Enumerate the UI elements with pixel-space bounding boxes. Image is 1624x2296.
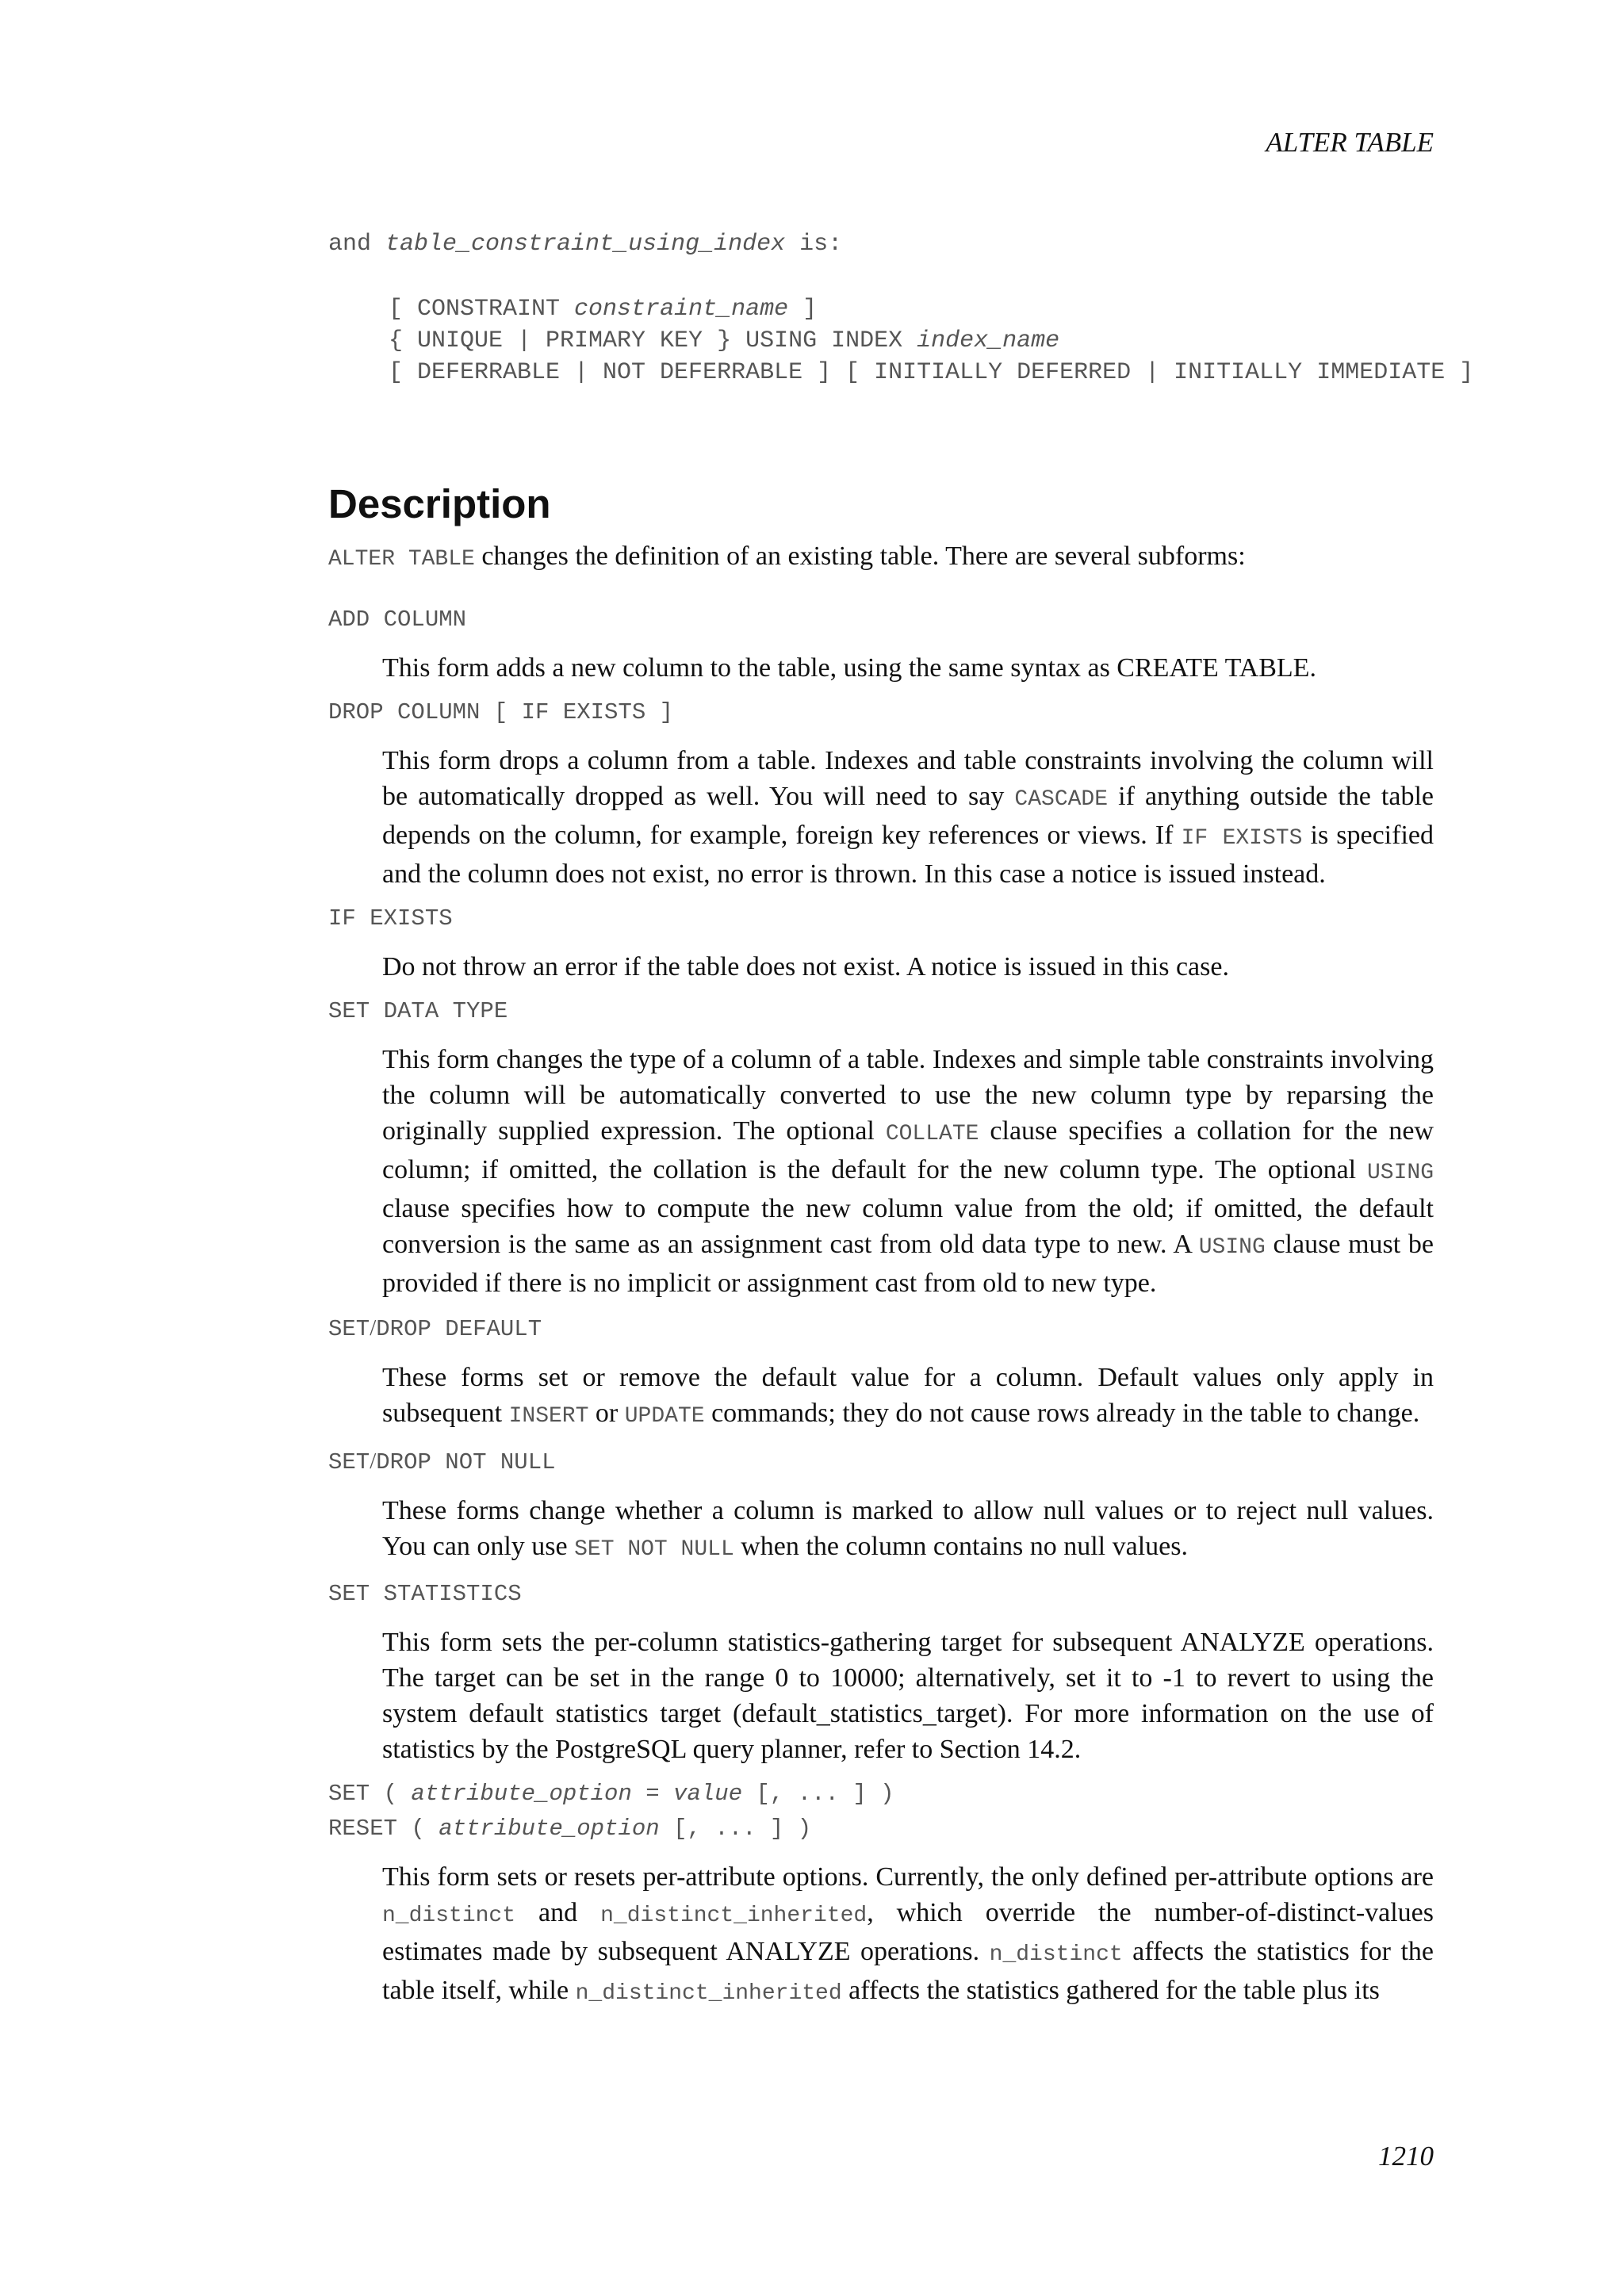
text: if anything outside the table depends on the column, for example, foreign key references or views. If <box>382 782 1434 850</box>
subform-set-drop-default <box>328 1311 1434 1434</box>
term-part: SET <box>328 1449 370 1475</box>
text: clause specifies a collation for the new column; if omitted, the collation is the default for the new column type. The optional <box>382 1116 1434 1184</box>
definition: Do not throw an error if the table does not exist. A notice is issued in this case. <box>382 952 1229 982</box>
page-number: 1210 <box>1378 2141 1434 2172</box>
synopsis-and: and <box>328 231 386 258</box>
inline-code: n_distinct_inherited <box>600 1904 868 1928</box>
subform-set-drop-not-null <box>328 1444 1434 1567</box>
text: and <box>515 1898 601 1927</box>
text: or <box>588 1399 625 1428</box>
text: These forms set or remove the default value for a column. Default values only apply in subsequent <box>382 1363 1434 1428</box>
inline-code: ALTER TABLE <box>328 547 475 572</box>
subform-drop-column <box>328 695 1434 892</box>
synopsis-text: { UNIQUE | PRIMARY KEY } USING INDEX <box>389 327 917 354</box>
term-part: DROP DEFAULT <box>376 1316 542 1342</box>
synopsis-text: [ CONSTRAINT <box>389 296 575 323</box>
subform-set-reset-options <box>328 1777 1434 2011</box>
definition: This form adds a new column to the table, using the same syntax as CREATE TABLE. <box>382 653 1316 683</box>
text: affects the statistics gathered for the table plus its <box>841 1976 1380 2005</box>
term-slash: / <box>370 1315 377 1341</box>
inline-code: n_distinct <box>382 1904 516 1928</box>
definition <box>382 1360 1434 1434</box>
term-param: attribute_option <box>411 1781 632 1807</box>
definition: This form sets the per-column statistics-gathering target for subsequent ANALYZE operations. The target can be set in the range 0 to 10000; alternatively, set it to -1 to revert to using the system default statistics target (default_statistics_target). For more information on the use of statistics by the PostgreSQL query planner, refer to Section 14.2. <box>382 1628 1434 1764</box>
text: affects the statistics for the table itself, while <box>382 1937 1434 2005</box>
subform-set-statistics <box>328 1577 1434 1767</box>
term-param: attribute_option <box>439 1816 660 1842</box>
synopsis-is: is: <box>785 231 843 258</box>
text: when the column contains no null values. <box>733 1532 1188 1561</box>
text: clause must be provided if there is no implicit or assignment cast from old to new type. <box>382 1230 1434 1298</box>
definition <box>382 1042 1434 1301</box>
description-lead <box>328 539 1434 577</box>
term: IF EXISTS <box>328 905 453 932</box>
term-part: = <box>631 1781 674 1807</box>
text: This form sets or resets per-attribute options. Currently, the only defined per-attribute options are <box>382 1862 1434 1892</box>
term: SET STATISTICS <box>328 1581 522 1607</box>
running-header-title: ALTER TABLE <box>1266 127 1434 158</box>
synopsis-line-2 <box>389 325 1473 357</box>
term-part: RESET ( <box>328 1816 439 1842</box>
inline-code: n_distinct_inherited <box>575 1981 842 2006</box>
synopsis-intro <box>328 228 842 260</box>
term-param: value <box>673 1781 743 1807</box>
inline-code: CASCADE <box>1014 787 1109 812</box>
inline-code: INSERT <box>508 1404 589 1429</box>
text: These forms change whether a column is marked to allow null values or to reject null values. You can only use <box>382 1496 1434 1561</box>
text: This form drops a column from a table. Indexes and table constraints involving the column will be automatically dropped as well. You will need to say <box>382 746 1434 811</box>
synopsis-param: table_constraint_using_index <box>385 231 786 258</box>
term-slash: / <box>370 1448 377 1474</box>
term <box>328 1812 1434 1846</box>
synopsis-text: ] <box>788 296 818 323</box>
synopsis-block <box>389 293 1473 388</box>
section-heading: Description <box>328 481 551 526</box>
definition <box>382 1493 1434 1567</box>
inline-code: SET NOT NULL <box>574 1537 734 1562</box>
subform-if-exists <box>328 901 1434 985</box>
subform-add-column <box>328 603 1434 686</box>
synopsis-line-1 <box>389 293 1473 325</box>
term <box>328 1311 1434 1347</box>
lead-text: changes the definition of an existing table. There are several subforms: <box>474 541 1246 571</box>
term-part: SET <box>328 1316 370 1342</box>
synopsis-line-3: [ DEFERRABLE | NOT DEFERRABLE ] [ INITIALLY DEFERRED | INITIALLY IMMEDIATE ] <box>389 359 1474 386</box>
text: This form changes the type of a column of a table. Indexes and simple table constraints involving the column will be automatically converted to use the new column type by reparsing the originally supplied expression. The optional <box>382 1045 1434 1146</box>
term: DROP COLUMN [ IF EXISTS ] <box>328 699 674 725</box>
term-part: [, ... ] ) <box>742 1781 894 1807</box>
text: is specified and the column does not exist, no error is thrown. In this case a notice is issued instead. <box>382 821 1434 889</box>
inline-code: USING <box>1198 1235 1266 1260</box>
description-content <box>328 539 1434 2021</box>
text: , which override the number-of-distinct-values estimates made by subsequent ANALYZE operations. <box>382 1898 1434 1966</box>
synopsis-param: constraint_name <box>574 296 789 323</box>
definition <box>382 743 1434 892</box>
synopsis-param: index_name <box>917 327 1060 354</box>
term-part: DROP NOT NULL <box>376 1449 556 1475</box>
text: clause specifies how to compute the new column value from the old; if omitted, the default conversion is the same as an assignment cast from old data type to new. A <box>382 1194 1434 1259</box>
term <box>328 1777 1434 1812</box>
inline-code: USING <box>1366 1161 1434 1185</box>
inline-code: IF EXISTS <box>1181 826 1303 851</box>
inline-code: n_distinct <box>989 1942 1123 1967</box>
inline-code: COLLATE <box>885 1122 979 1146</box>
term-part: SET ( <box>328 1781 412 1807</box>
text: commands; they do not cause rows already in the table to change. <box>704 1399 1420 1428</box>
term-part: [, ... ] ) <box>659 1816 812 1842</box>
definition <box>382 1859 1434 2011</box>
term <box>328 1444 1434 1480</box>
subform-set-data-type <box>328 994 1434 1301</box>
term: SET DATA TYPE <box>328 998 508 1024</box>
term: ADD COLUMN <box>328 607 467 633</box>
inline-code: UPDATE <box>624 1404 705 1429</box>
